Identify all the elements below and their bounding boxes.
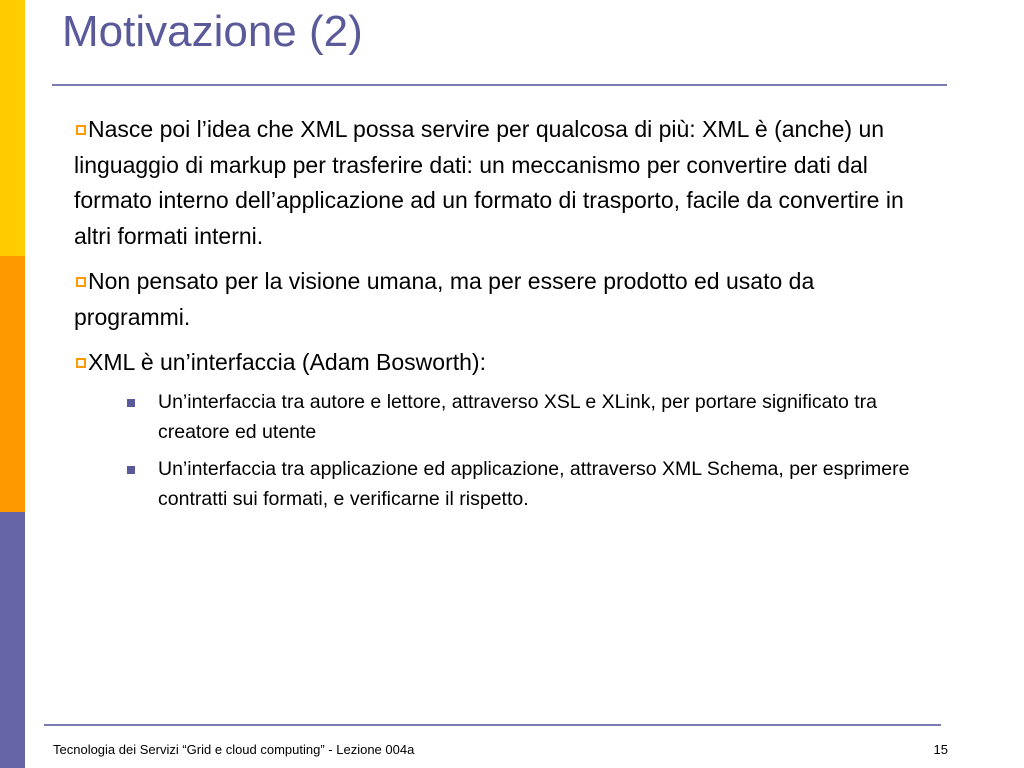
square-bullet-icon: [76, 277, 86, 287]
side-bar-orange: [0, 256, 25, 512]
bullet-item: [74, 345, 934, 381]
sub-bullet-text: Un’interfaccia tra applicazione ed applicazione, attraverso XML Schema, per esprimere contratti sui formati, e verificarne il rispetto.: [158, 457, 910, 510]
bullet-item: [74, 264, 934, 335]
filled-square-bullet-icon: [127, 466, 135, 474]
bullet-text: Non pensato per la visione umana, ma per essere prodotto ed usato da programmi.: [74, 268, 815, 330]
slide-title: Motivazione (2): [62, 7, 363, 56]
side-bar-yellow: [0, 0, 25, 256]
footer-divider: [44, 724, 941, 726]
side-bar-purple: [0, 512, 25, 768]
filled-square-bullet-icon: [127, 399, 135, 407]
sub-bullet-item: [74, 387, 934, 448]
square-bullet-icon: [76, 358, 86, 368]
sub-bullet-text: Un’interfaccia tra autore e lettore, attraverso XSL e XLink, per portare significato tra creatore ed utente: [158, 390, 877, 443]
bullet-item: [74, 112, 934, 254]
sub-bullet-list: [74, 387, 934, 515]
slide-content: [74, 112, 934, 521]
title-divider: [52, 84, 947, 86]
page-number: 15: [933, 742, 948, 757]
bullet-text: XML è un’interfaccia (Adam Bosworth):: [88, 349, 486, 375]
sub-bullet-item: [74, 454, 934, 515]
square-bullet-icon: [76, 125, 86, 135]
bullet-text: Nasce poi l’idea che XML possa servire per qualcosa di più: XML è (anche) un linguaggio di markup per trasferire dati: un meccanismo per convertire dati dal formato interno dell’applicazione ad un formato di trasporto, facile da convertire in altri formati interni.: [74, 116, 904, 249]
footer-caption: Tecnologia dei Servizi “Grid e cloud computing” - Lezione 004a: [53, 742, 415, 757]
